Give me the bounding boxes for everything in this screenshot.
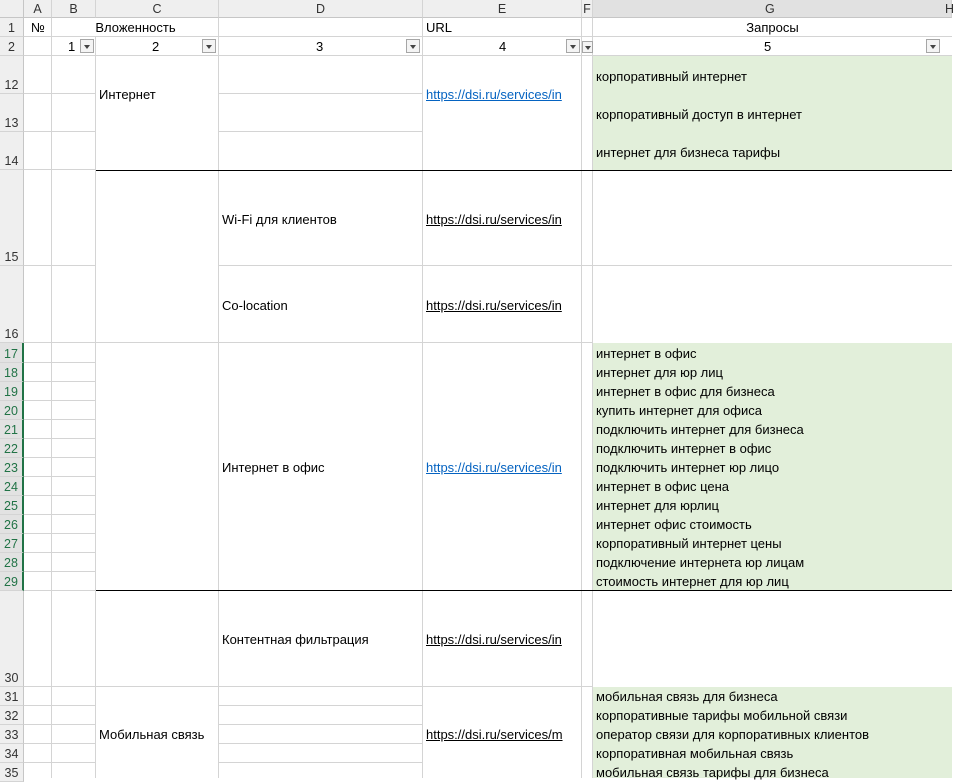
row-header-22[interactable]: 22 [0,439,24,458]
row-header-25[interactable]: 25 [0,496,24,515]
url-link-internet[interactable]: https://dsi.ru/services/in [426,86,562,102]
row-header-33[interactable]: 33 [0,725,24,744]
cell-c-internet[interactable]: Интернет [99,86,156,102]
query-internet-1[interactable]: корпоративный интернет [596,68,747,84]
query-mobile-4[interactable]: корпоративная мобильная связь [596,746,794,761]
query-mobile-3[interactable]: оператор связи для корпоративных клиентов [596,727,870,742]
row-header-20[interactable]: 20 [0,401,24,420]
filter-dropdown-g[interactable] [926,39,940,53]
row-header-30[interactable]: 30 [0,591,24,687]
query-office-8[interactable]: интернет в офис цена [596,479,730,494]
col-header-g[interactable] [593,0,952,18]
row-header-12[interactable]: 12 [0,56,24,94]
query-office-4[interactable]: купить интернет для офиса [596,403,762,418]
col-header-d[interactable]: D [219,0,423,18]
select-all-corner[interactable] [0,0,24,18]
query-office-2[interactable]: интернет для юр лиц [596,365,723,380]
row-header-23[interactable]: 23 [0,458,24,477]
row-header-16[interactable]: 16 [0,266,24,343]
query-office-3[interactable]: интернет в офис для бизнеса [596,384,775,399]
filter-label-g: 5 [764,39,772,54]
query-office-7[interactable]: подключить интернет юр лицо [596,460,780,475]
url-link-colocation[interactable]: https://dsi.ru/services/in [426,297,562,313]
filter-label-d: 3 [316,39,324,54]
header-number[interactable]: № [31,20,45,35]
query-office-1[interactable]: интернет в офис [596,346,697,361]
row-header-13[interactable]: 13 [0,94,24,132]
row-header-24[interactable]: 24 [0,477,24,496]
cell-d-colocation[interactable]: Co-location [222,297,288,313]
query-mobile-5[interactable]: мобильная связь тарифы для бизнеса [596,765,829,780]
query-office-6[interactable]: подключить интернет в офис [596,441,772,456]
row-header-18[interactable]: 18 [0,363,24,382]
row-header-31[interactable]: 31 [0,687,24,706]
row-header-19[interactable]: 19 [0,382,24,401]
col-header-f[interactable]: F [582,0,593,18]
cell-d-office[interactable]: Интернет в офис [222,459,325,475]
query-internet-2[interactable]: корпоративный доступ в интернет [596,106,802,122]
row-header-26[interactable]: 26 [0,515,24,534]
row-header-27[interactable]: 27 [0,534,24,553]
query-internet-3[interactable]: интернет для бизнеса тарифы [596,144,781,160]
col-header-c[interactable]: C [96,0,219,18]
col-header-e[interactable]: E [423,0,582,18]
query-mobile-2[interactable]: корпоративные тарифы мобильной связи [596,708,848,723]
row-header-17[interactable]: 17 [0,343,24,363]
col-header-a[interactable]: A [24,0,52,18]
url-link-office[interactable]: https://dsi.ru/services/in [426,459,562,475]
query-office-13[interactable]: стоимость интернет для юр лиц [596,574,789,589]
col-header-b[interactable]: B [52,0,96,18]
col-header-g-label: G [765,2,775,16]
row-header-15[interactable]: 15 [0,170,24,266]
row-header-28[interactable]: 28 [0,553,24,572]
row-header-2[interactable]: 2 [0,37,24,56]
query-mobile-1[interactable]: мобильная связь для бизнеса [596,689,778,704]
cell-d-filter[interactable]: Контентная фильтрация [222,631,369,647]
section-divider [96,170,952,171]
row-header-35[interactable]: 35 [0,763,24,782]
col-header-h-label: H [945,2,954,16]
row-header-21[interactable]: 21 [0,420,24,439]
filter-label-e: 4 [499,39,507,54]
url-link-wifi[interactable]: https://dsi.ru/services/in [426,211,562,227]
row-header-14[interactable]: 14 [0,132,24,170]
row-header-32[interactable]: 32 [0,706,24,725]
cell-d-wifi[interactable]: Wi-Fi для клиентов [222,211,337,227]
cell-c-mobile[interactable]: Мобильная связь [99,727,205,742]
filter-dropdown-c[interactable] [202,39,216,53]
header-queries[interactable]: Запросы [746,20,799,35]
row-header-34[interactable]: 34 [0,744,24,763]
filter-dropdown-f[interactable] [582,41,593,53]
header-nesting[interactable]: Вложенность [95,20,176,35]
filter-label-c: 2 [152,39,160,54]
filter-dropdown-b[interactable] [80,39,94,53]
header-url[interactable]: URL [426,20,453,35]
row-header-29[interactable]: 29 [0,572,24,591]
filter-label-b: 1 [68,39,76,54]
row-header-1[interactable]: 1 [0,18,24,37]
query-office-9[interactable]: интернет для юрлиц [596,498,719,513]
query-office-12[interactable]: подключение интернета юр лицам [596,555,805,570]
filter-dropdown-e[interactable] [566,39,580,53]
query-office-10[interactable]: интернет офис стоимость [596,517,752,532]
filter-dropdown-d[interactable] [406,39,420,53]
url-link-filter[interactable]: https://dsi.ru/services/in [426,631,562,647]
query-office-5[interactable]: подключить интернет для бизнеса [596,422,804,437]
query-office-11[interactable]: корпоративный интернет цены [596,536,782,551]
url-link-mobile[interactable]: https://dsi.ru/services/m [426,727,563,742]
